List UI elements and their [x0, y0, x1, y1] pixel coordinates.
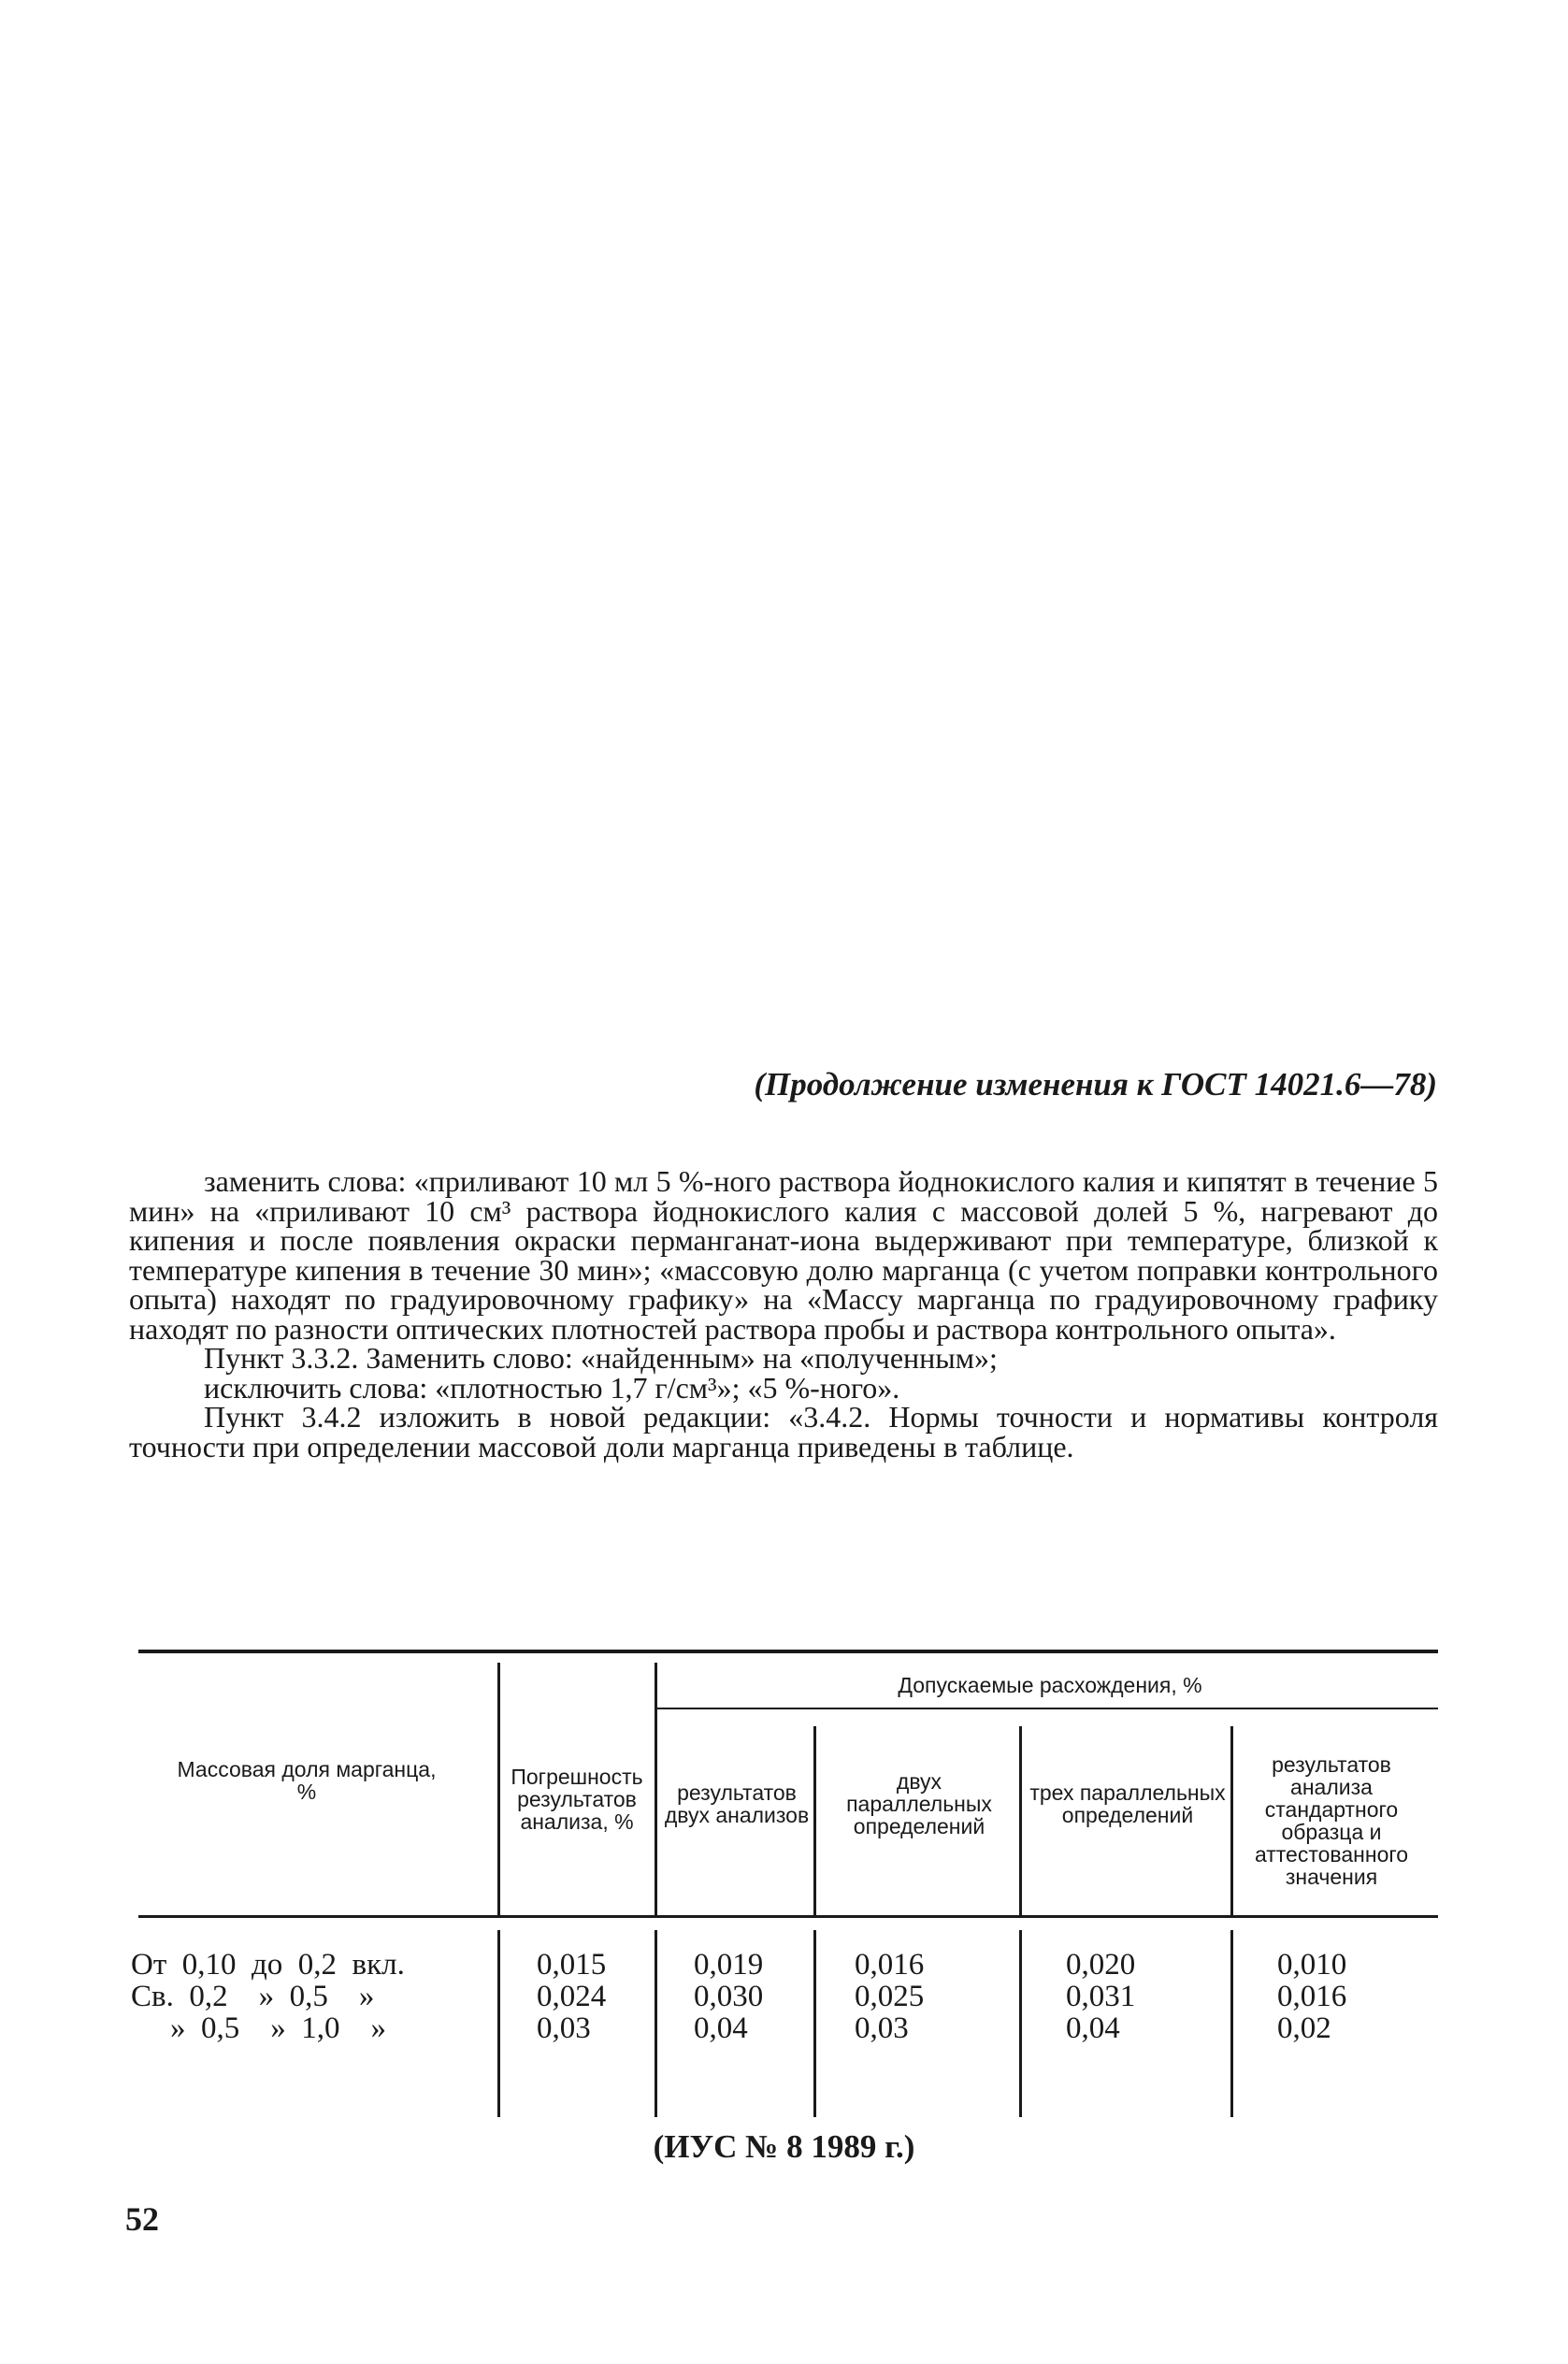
paragraph-2: Пункт 3.3.2. Заменить слово: «найденным» на «полученным»; [204, 1341, 998, 1375]
group-header-rule [655, 1708, 1438, 1709]
header-two-analyses: результатов двух анализов [664, 1780, 810, 1827]
table-top-rule [138, 1650, 1438, 1653]
header-two-parallel: двух параллельных определений [846, 1769, 992, 1838]
col-divider-2 [655, 1663, 657, 1915]
table-row: » 0,5 » 1,0 » [170, 2011, 386, 2045]
paragraph-3: исключить слова: «плотностью 1,7 г/см³»; «5 %-ного». [204, 1370, 900, 1405]
header-error: Погрешность результатов анализа, % [511, 1765, 643, 1834]
col-mass-fraction [131, 1949, 486, 2044]
col-divider-3-body [813, 1930, 816, 2117]
col-two-analyses: 0,019 0,030 0,04 [694, 1948, 764, 2045]
paragraph-1: заменить слова: «приливают 10 мл 5 %-ного раствора йоднокислого калия и кипятят в течение 5 мин» на «приливают 10 см³ раствора йоднокислого калия с массовой долей 5 %, нагревают до кипения и после появления окраски перманганат-иона выдерживают при температуре, близкой к температуре кипения в течение 30 мин»; «массовую долю марганца (с учетом поправки контрольного опыта) находят по градуировочному графику» на «Массу марганца по градуировочному графику находят по разности оптических плотностей раствора пробы и раствора контрольного опыта». [129, 1164, 1438, 1346]
col-three-parallel: 0,020 0,031 0,04 [1066, 1948, 1136, 2045]
body-text [129, 1164, 1438, 1463]
col-standard-sample: 0,010 0,016 0,02 [1277, 1948, 1347, 2045]
header-bottom-rule [138, 1915, 1438, 1918]
col-divider-1-body [497, 1930, 500, 2117]
header-standard-sample: результатов анализа стандартного образца и аттестованного значения [1254, 1752, 1409, 1889]
page-number: 52 [125, 2200, 159, 2238]
col-divider-4 [1019, 1726, 1022, 1915]
table-row: От 0,10 до 0,2 вкл. [131, 1948, 405, 1982]
col-divider-4-body [1019, 1930, 1022, 2117]
paragraph-4: Пункт 3.4.2 изложить в новой редакции: «3.4.2. Нормы точности и нормативы контроля точности при определении массовой доли марганца приведены в таблице. [129, 1400, 1438, 1463]
header-tolerances-group: Допускаемые расхождения, % [898, 1673, 1202, 1697]
col-divider-5 [1230, 1726, 1233, 1915]
col-two-parallel: 0,016 0,025 0,03 [855, 1948, 925, 2045]
header-three-parallel: трех параллельных определений [1029, 1780, 1226, 1827]
col-divider-3 [813, 1726, 816, 1915]
col-error: 0,015 0,024 0,03 [537, 1948, 607, 2045]
col-divider-5-body [1230, 1930, 1233, 2117]
continuation-header: (Продолжение изменения к ГОСТ 14021.6—78) [754, 1066, 1437, 1103]
source-reference: (ИУС № 8 1989 г.) [653, 2128, 915, 2165]
accuracy-table [131, 1650, 1438, 2126]
table-row: Св. 0,2 » 0,5 » [131, 1980, 375, 2013]
col-divider-1 [497, 1663, 500, 1915]
col-divider-2-body [655, 1930, 657, 2117]
header-mass-fraction: Массовая доля марганца, % [177, 1757, 437, 1804]
